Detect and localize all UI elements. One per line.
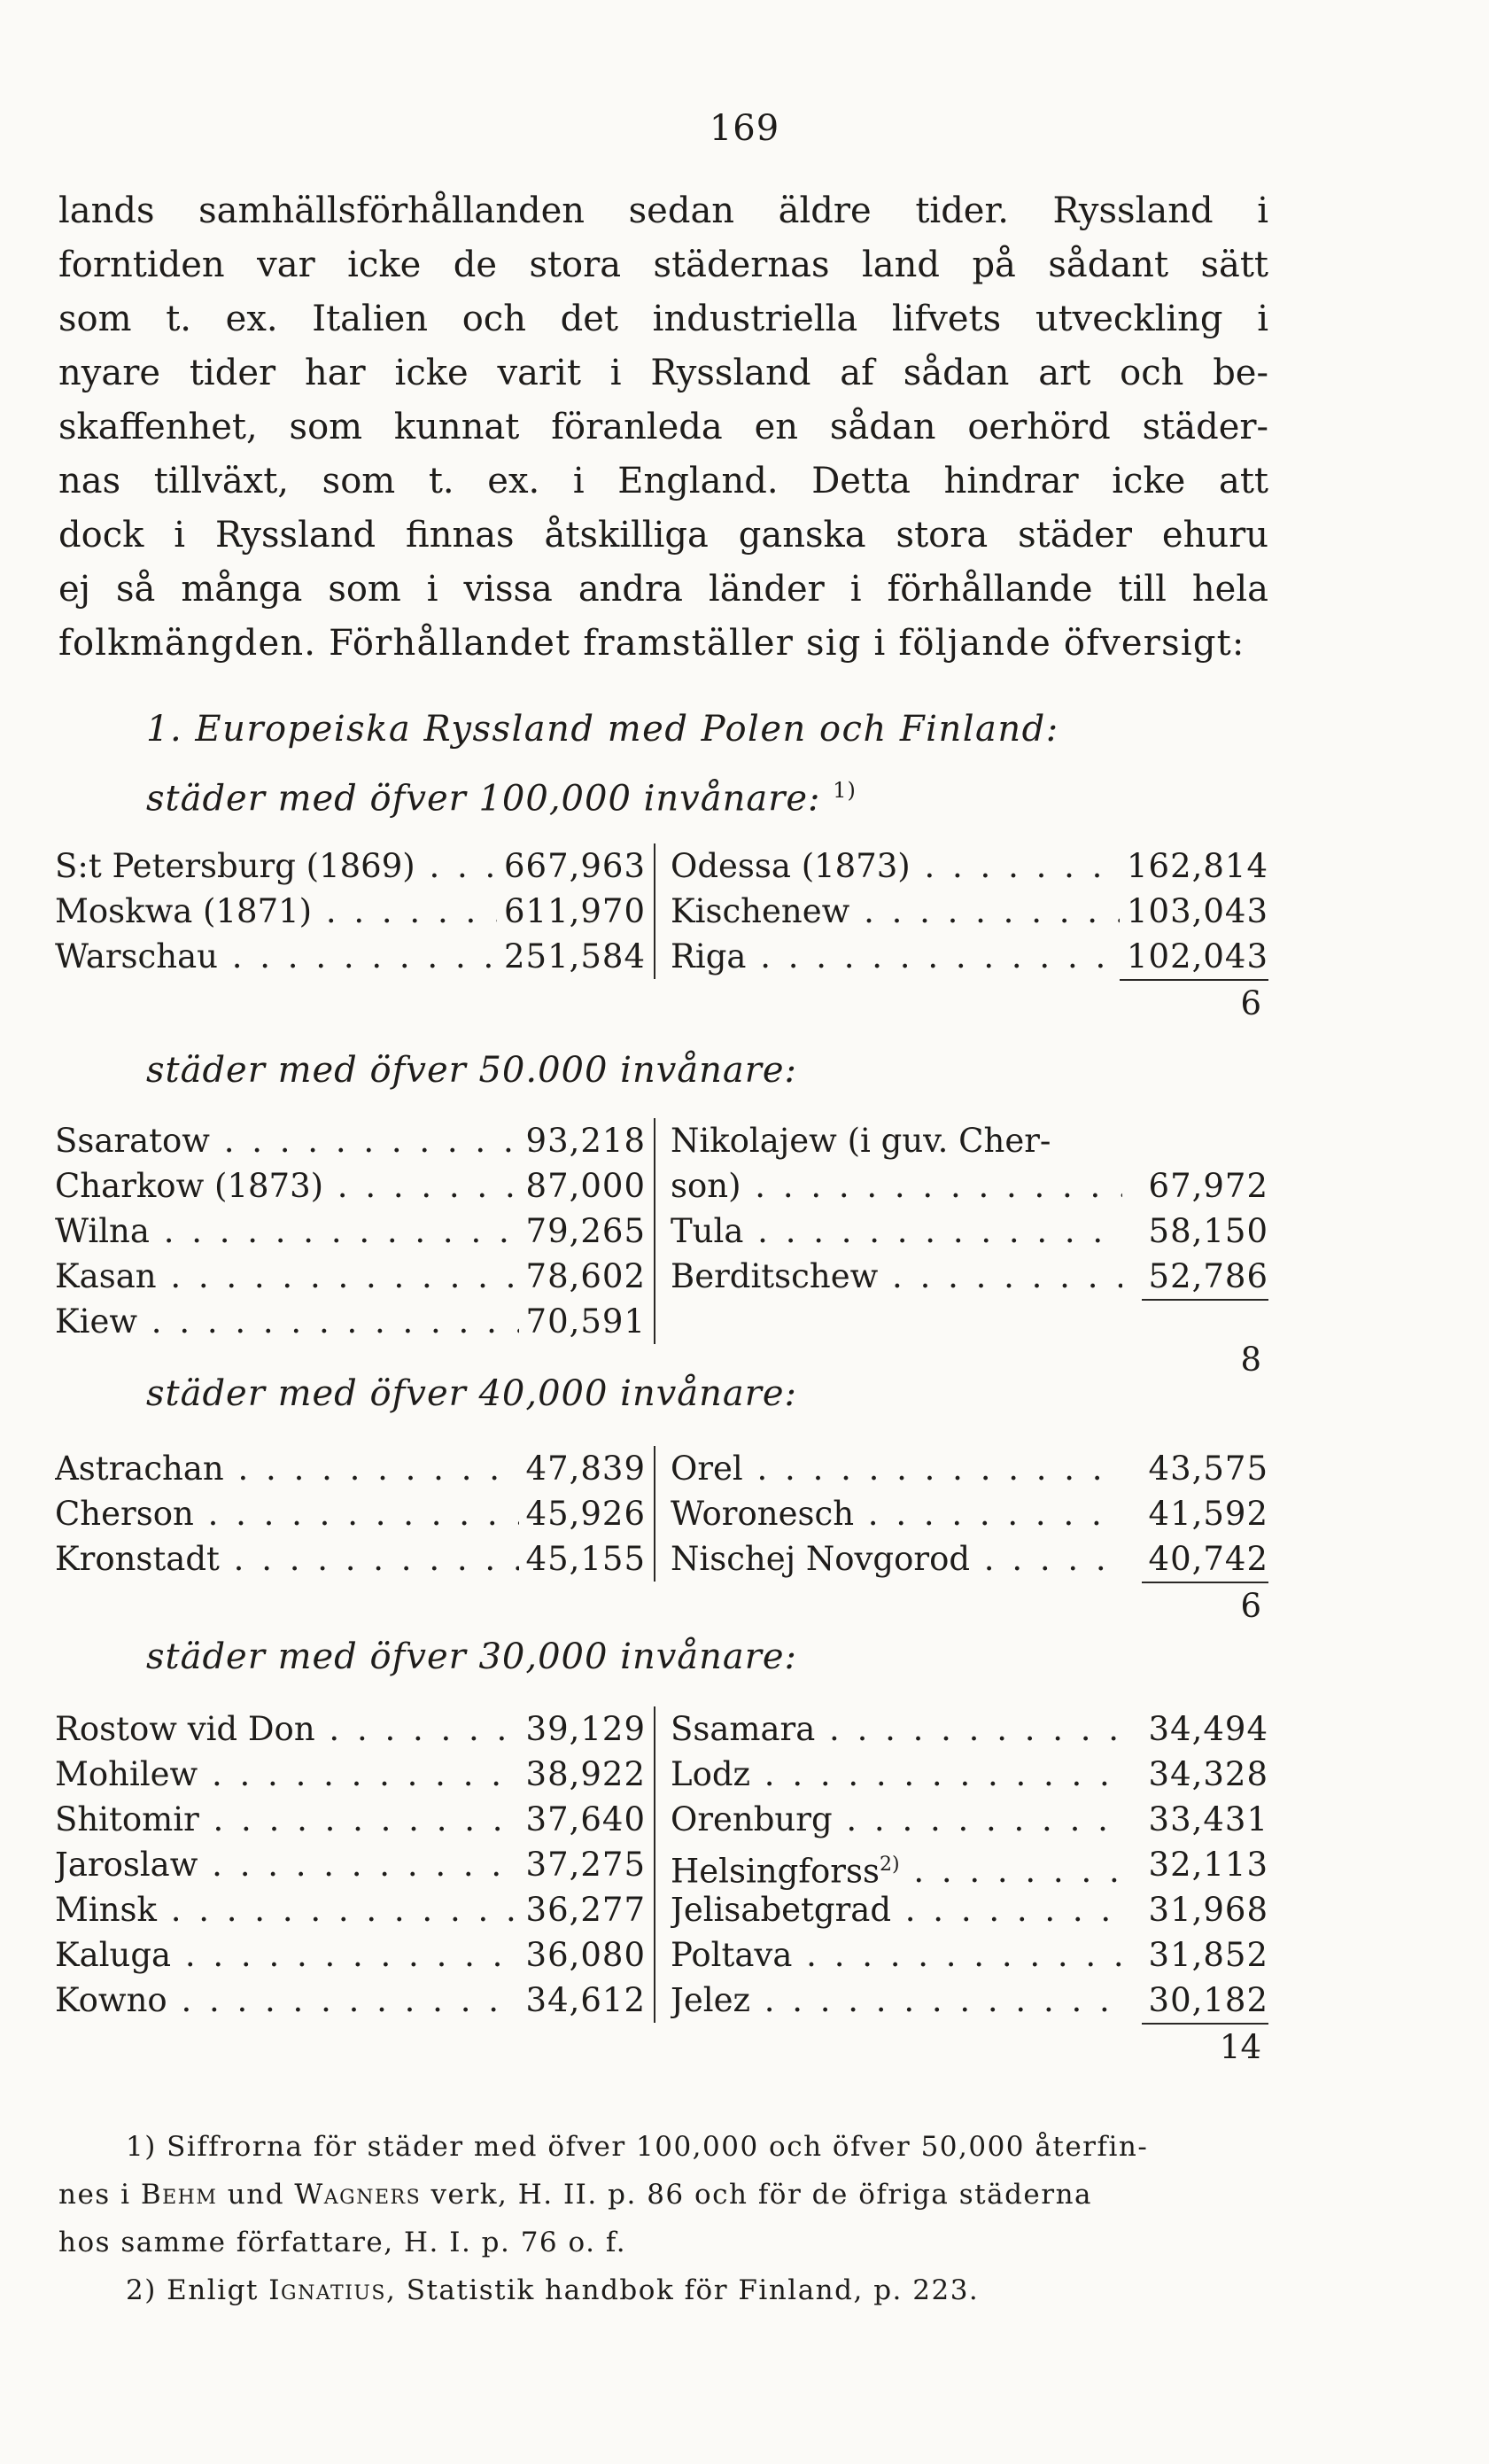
city-name: S:t Petersburg (1869) . . .	[55, 843, 533, 889]
city-name: Wilna . . .	[55, 1209, 533, 1254]
left-column	[55, 843, 653, 979]
group-heading: städer med öfver 50.000 invånare:	[146, 1050, 798, 1091]
table-row	[656, 1163, 1268, 1209]
city-name: Lodz . . .	[671, 1752, 1122, 1797]
right-column	[656, 1706, 1268, 2023]
table-row	[55, 889, 653, 934]
column-divider	[654, 1446, 655, 1582]
body-line: skaffenhet, som kunnat föranleda en sådan oerhörd städer-	[58, 407, 1268, 447]
group-total: 6	[1240, 984, 1261, 1022]
population-value: 39,129	[519, 1706, 646, 1752]
population-value: 58,150	[1142, 1209, 1268, 1254]
table-row	[656, 1887, 1268, 1932]
table-row	[55, 1536, 653, 1582]
population-value: 34,612	[519, 1978, 646, 2023]
group-heading: städer med öfver 40,000 invånare:	[146, 1373, 798, 1414]
population-value: 93,218	[519, 1118, 646, 1163]
city-name: Kowno . . .	[55, 1978, 533, 2023]
body-line: nyare tider har icke varit i Ryssland af sådan art och be-	[58, 353, 1268, 393]
table-row	[55, 934, 653, 979]
population-value: 30,182	[1142, 1978, 1268, 2025]
table-row	[656, 1536, 1268, 1582]
table-row	[656, 843, 1268, 889]
footnote-marker: 2)	[879, 1854, 900, 1876]
table-row	[656, 1978, 1268, 2023]
body-line: lands samhällsförhållanden sedan äldre tider. Ryssland i	[58, 190, 1268, 231]
body-line: som t. ex. Italien och det industriella lifvets utveckling i	[58, 299, 1268, 339]
city-table	[55, 843, 1268, 1022]
population-value: 79,265	[519, 1209, 646, 1254]
city-name: Kischenew . . .	[671, 889, 1122, 934]
population-value: 33,431	[1142, 1797, 1268, 1842]
city-name: Warschau . . .	[55, 934, 533, 979]
group-total: 14	[1219, 2028, 1261, 2066]
body-line: nas tillväxt, som t. ex. i England. Detta hindrar icke att	[58, 461, 1268, 501]
city-name: Odessa (1873) . . .	[671, 843, 1122, 889]
table-row	[55, 1163, 653, 1209]
table-row	[55, 1752, 653, 1797]
city-name: son) . . .	[671, 1163, 1122, 1209]
population-value: 36,080	[519, 1932, 646, 1978]
city-name: Jelez . . .	[671, 1978, 1122, 2023]
population-value: 43,575	[1142, 1446, 1268, 1491]
city-name: Orel . . .	[671, 1446, 1122, 1491]
population-value: 70,591	[519, 1299, 646, 1344]
table-row	[55, 1842, 653, 1887]
city-name: Rostow vid Don . . .	[55, 1706, 533, 1752]
city-name: Jaroslaw . . .	[55, 1842, 533, 1887]
population-value: 78,602	[519, 1254, 646, 1299]
table-row	[656, 1491, 1268, 1536]
city-name: Cherson . . .	[55, 1491, 533, 1536]
table-row	[656, 1842, 1268, 1891]
table-row	[55, 1706, 653, 1752]
table-row	[656, 1446, 1268, 1491]
population-value: 32,113	[1142, 1842, 1268, 1887]
city-name: Astrachan . . .	[55, 1446, 533, 1491]
city-name: Helsingforss$^{2)}$ . . .	[671, 1842, 1122, 1893]
population-value: 52,786	[1142, 1254, 1268, 1301]
city-table	[55, 1118, 1268, 1379]
population-value: 37,275	[519, 1842, 646, 1887]
population-value: 47,839	[519, 1446, 646, 1491]
population-value: 34,328	[1142, 1752, 1268, 1797]
group-heading: städer med öfver 30,000 invånare:	[146, 1636, 798, 1677]
city-table	[55, 1446, 1268, 1625]
footnotes	[58, 2123, 1268, 2314]
population-value: 251,584	[497, 934, 646, 979]
population-value: 102,043	[1120, 934, 1268, 981]
population-value: 36,277	[519, 1887, 646, 1932]
city-name: Moskwa (1871) . . .	[55, 889, 533, 934]
table-row	[55, 1299, 653, 1344]
table-row	[656, 1706, 1268, 1752]
table-row	[55, 1932, 653, 1978]
population-value: 45,155	[519, 1536, 646, 1582]
table-row	[55, 1209, 653, 1254]
city-name: Poltava . . .	[671, 1932, 1122, 1978]
footnote-marker: 1)	[833, 778, 857, 803]
city-name: Tula . . .	[671, 1209, 1122, 1254]
table-row	[55, 843, 653, 889]
city-name: Minsk . . .	[55, 1887, 533, 1932]
table-row	[55, 1887, 653, 1932]
table-row	[656, 934, 1268, 979]
population-value: 103,043	[1120, 889, 1268, 934]
city-name: Ssaratow . . .	[55, 1118, 533, 1163]
city-name: Kiew . . .	[55, 1299, 533, 1344]
table-row	[55, 1118, 653, 1163]
table-row	[55, 1978, 653, 2023]
right-column	[656, 1118, 1268, 1299]
table-row	[656, 1797, 1268, 1842]
footnote-2: 2) Enligt Ignatius, Statistik handbok för Finland, p. 223.	[126, 2274, 980, 2306]
body-line: folkmängden. Förhållandet framställer sig i följande öfversigt:	[58, 623, 1245, 664]
population-value: 34,494	[1142, 1706, 1268, 1752]
group-heading: städer med öfver 100,000 invånare: $^{1)}$	[146, 778, 857, 820]
population-value: 45,926	[519, 1491, 646, 1536]
table-row	[55, 1254, 653, 1299]
city-name: Shitomir . . .	[55, 1797, 533, 1842]
table-row	[656, 1118, 1268, 1163]
body-line: dock i Ryssland finnas åtskilliga ganska stora städer ehuru	[58, 515, 1268, 556]
population-value: 41,592	[1142, 1491, 1268, 1536]
population-value: 40,742	[1142, 1536, 1268, 1583]
city-name: Orenburg . . .	[671, 1797, 1122, 1842]
group-total: 6	[1240, 1587, 1261, 1625]
city-name: Ssamara . . .	[671, 1706, 1122, 1752]
city-name: Jelisabetgrad . . .	[671, 1887, 1122, 1932]
footnote-1: 1) Siffrorna för städer med öfver 100,000 och öfver 50,000 återfin-	[126, 2131, 1149, 2163]
city-name: Kasan . . .	[55, 1254, 533, 1299]
footnote-1-cont: nes i Behm und Wagners verk, H. II. p. 86 och för de öfriga städerna	[58, 2179, 1093, 2211]
population-value: 667,963	[497, 843, 646, 889]
city-name: Kaluga . . .	[55, 1932, 533, 1978]
page-number: 169	[709, 108, 780, 149]
population-value: 87,000	[519, 1163, 646, 1209]
table-row	[55, 1797, 653, 1842]
left-column	[55, 1118, 653, 1344]
footnote-1-cont: hos samme författare, H. I. p. 76 o. f.	[58, 2227, 627, 2258]
left-column	[55, 1706, 653, 2023]
column-divider	[654, 843, 655, 979]
table-row	[656, 1254, 1268, 1299]
city-name: Charkow (1873) . . .	[55, 1163, 533, 1209]
city-name: Mohilew . . .	[55, 1752, 533, 1797]
city-name: Woronesch . . .	[671, 1491, 1122, 1536]
body-line: forntiden var icke de stora städernas land på sådant sätt	[58, 245, 1268, 285]
group-total: 8	[1240, 1341, 1261, 1379]
population-value: 38,922	[519, 1752, 646, 1797]
population-value: 67,972	[1142, 1163, 1268, 1209]
city-name: Nikolajew (i guv. Cher-	[671, 1122, 1051, 1160]
left-column	[55, 1446, 653, 1582]
population-value: 611,970	[497, 889, 646, 934]
table-row	[55, 1491, 653, 1536]
body-line: ej så många som i vissa andra länder i förhållande till hela	[58, 569, 1268, 610]
right-column	[656, 1446, 1268, 1582]
body-paragraph	[58, 184, 1268, 671]
table-row	[656, 1932, 1268, 1978]
population-value: 37,640	[519, 1797, 646, 1842]
section-title: 1. Europeiska Ryssland med Polen och Finland:	[146, 709, 1059, 750]
table-row	[55, 1446, 653, 1491]
table-row	[656, 1752, 1268, 1797]
right-column	[656, 843, 1268, 979]
column-divider	[654, 1706, 655, 2023]
column-divider	[654, 1118, 655, 1344]
table-row	[656, 889, 1268, 934]
city-name: Nischej Novgorod . . .	[671, 1536, 1122, 1582]
population-value: 31,852	[1142, 1932, 1268, 1978]
city-name: Berditschew . . .	[671, 1254, 1122, 1299]
table-row	[656, 1209, 1268, 1254]
population-value: 31,968	[1142, 1887, 1268, 1932]
city-table	[55, 1706, 1268, 2066]
population-value: 162,814	[1120, 843, 1268, 889]
city-name: Kronstadt . . .	[55, 1536, 533, 1582]
city-name: Riga . . .	[671, 934, 1122, 979]
